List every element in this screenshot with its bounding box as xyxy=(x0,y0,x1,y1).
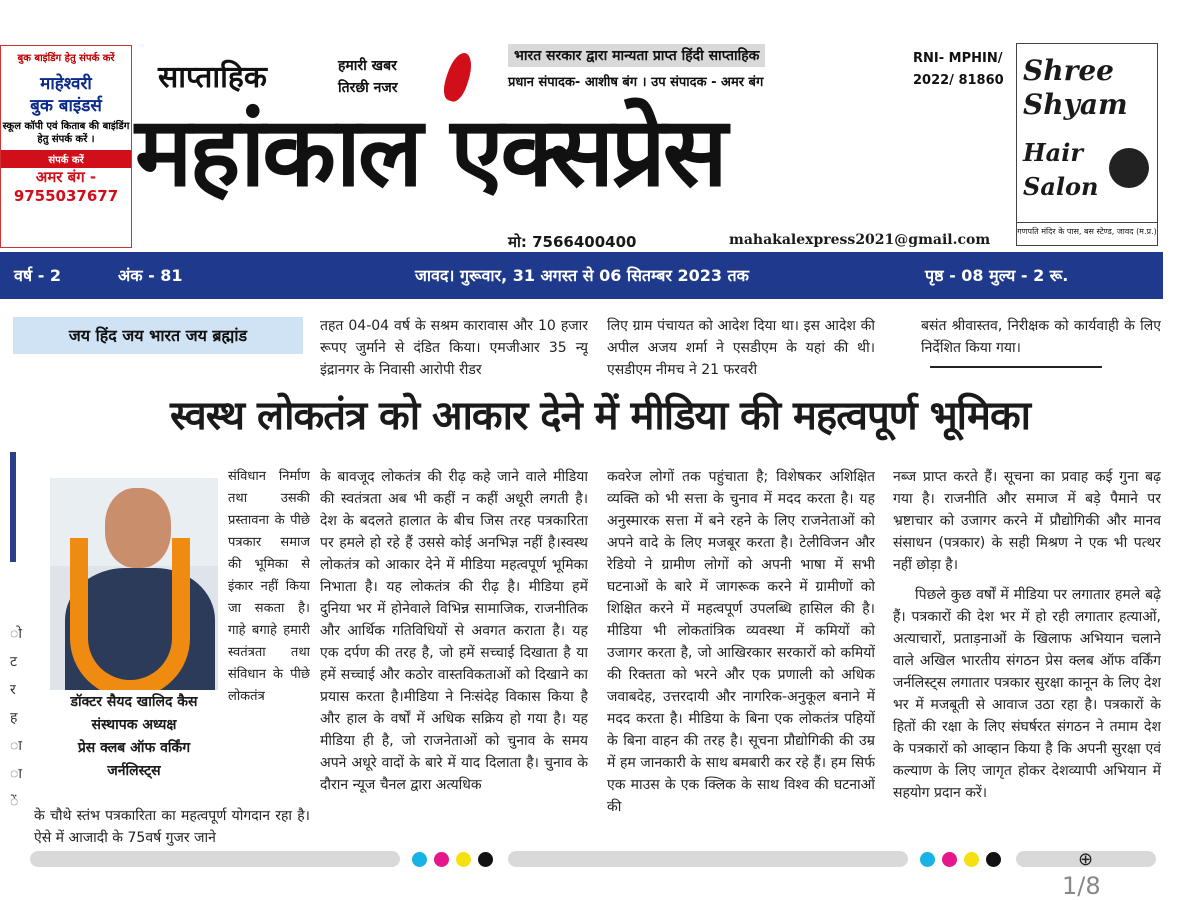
rni-number xyxy=(913,48,1004,92)
year-label: वर्ष - 2 xyxy=(14,266,62,285)
black-dot-2 xyxy=(986,852,1001,867)
crosshair-icon: ⊕ xyxy=(1078,849,1094,870)
page-indicator: 1/8 xyxy=(1062,872,1101,900)
yellow-dot xyxy=(456,852,471,867)
ad-binders-line1: बुक बाइंडिंग हेतु संपर्क करें xyxy=(17,53,115,64)
caption-org2: जर्नलिस्ट्स xyxy=(107,763,161,779)
article-col1-bottom: के चौथे स्तंभ पत्रकारिता का महत्वपूर्ण योगदान रहा है। ऐसे में आजादी के 75वर्ष गुजर जाने xyxy=(34,808,310,846)
prev-article-col3: लिए ग्राम पंचायत को आदेश दिया था। इस आदेश की अपील अजय शर्मा ने एसडीएम के यहां की थी। एसडीएम नीमच ने 21 फरवरी xyxy=(607,318,875,378)
yellow-dot-2 xyxy=(964,852,979,867)
mobile-number: मो: 7566400400 xyxy=(508,233,637,251)
caption-role: संस्थापक अध्यक्ष xyxy=(91,717,177,733)
info-bar xyxy=(0,252,1163,299)
black-dot xyxy=(478,852,493,867)
ad-salon-name1: Shree Shyam xyxy=(1023,54,1128,121)
ad-binders-contact xyxy=(1,150,131,168)
prev-article-col4: बसंत श्रीवास्तव, निरीक्षक को कार्यवाही के लिए निर्देशित किया गया। xyxy=(921,318,1161,356)
article-headline: स्वस्थ लोकतंत्र को आकार देने में मीडिया की महत्वपूर्ण भूमिका xyxy=(169,393,1031,439)
tagline-2: तिरछी नजर xyxy=(338,80,398,96)
strip-segment-2 xyxy=(508,851,908,867)
author-photo xyxy=(50,478,218,690)
caption-org: प्रेस क्लब ऑफ वर्किंग xyxy=(77,740,191,756)
newspaper-title: महांकाल एक्सप्रेस xyxy=(135,96,725,208)
rni-line2: 2022/ 81860 xyxy=(913,73,1004,88)
ad-salon-name2: Hair Salon xyxy=(1023,138,1099,201)
recognition-banner: भारत सरकार द्वारा मान्यता प्राप्त हिंदी साप्ताहिक xyxy=(508,44,765,67)
article-col1-side: संविधान निर्माण तथा उसकी प्रस्तावना के पीछे पत्रकार समाज की भूमिका से इंकार नहीं किया जा सकता है। गाहे बगाहे हमारी स्वतंत्रता तथा संविधान के पीछे लोकतंत्र xyxy=(228,469,310,704)
magenta-dot-2 xyxy=(942,852,957,867)
dateline: जावद। गुरूवार, 31 अगस्त से 06 सितम्बर 2023 तक xyxy=(415,266,749,285)
ad-binders-contact-phone: 9755037677 xyxy=(13,187,119,205)
article-col2: के बावजूद लोकतंत्र की रीढ़ कहे जाने वाले मीडिया की स्वतंत्रता अब भी कहीं न कहीं अधूरी लगती है। देश के बदलते हालात के बीच जिस तरह पत्रकारिता पर हमले हो रहे हैं उससे कोई अनभिज्ञ नहीं है।स्वस्थ लोकतंत्र को आकार देने में मीडिया महत्वपूर्ण भूमिका निभाता है। यह लोकतंत्र की रीढ़ है। मीडिया हमें दुनिया भर में होनेवाले विभिन्न सामाजिक, राजनीतिक और आर्थिक गतिविधियों से अवगत कराता है। यह एक दर्पण की तरह है, जो हमें सच्चाई दिखाता है या हमें सच्चाई और कठोर वास्तविकताओं को दिखाने का प्रयास करता है।मीडिया ने निःसंदेह विकास किया है और हाल के वर्षों में अधिक सक्रिय हो गया है। यह मीडिया ही है, जो राजनेताओं को चुनाव के समय अपने अधूरे वादों के बारे में याद दिलाता है। चुनाव के दौरान न्यूज चैनल द्वारा अत्यधिक xyxy=(320,469,588,793)
prev-article-col2: तहत 04-04 वर्ष के सश्रम कारावास और 10 हजार रूपए जुर्माने से दंडित किया। एमजीआर 35 न्यू इंद्रानगर के निवासी आरोपी रीडर xyxy=(320,318,588,378)
article-col4-p2: पिछले कुछ वर्षों में मीडिया पर लगातार हमले बढ़े हैं। पत्रकारों की देश भर में हो रही लगातार हत्याओं, अत्याचारों, प्रताड़नाओं के खिलाफ अभियान चलाने वाले अखिल भारतीय संगठन प्रेस क्लब ऑफ वर्किंग जर्नलिस्ट्स लगातार पत्रकार सुरक्षा कानून के लिए देश भर में मजबूती से आवाज उठा रहा है। पत्रकारों के हितों की रक्षा के लिए संघर्षरत संगठन ने तमाम देश के पत्रकारों को आव्हान किया है कि अपनी सुरक्षा एवं कल्याण के लिए जागृत होकर देशव्यापी अभियान में सहयोग प्रदान करें। xyxy=(893,587,1161,801)
article-col3: कवरेज लोगों तक पहुंचाता है; विशेषकर अशिक्षित व्यक्ति को भी सत्ता के चुनाव में मदद करता है। यह अनुस्मारक सत्ता में बने रहने के लिए राजनेताओं को अपने वादे के लिए मजबूर करता है। टेलीविजन और रेडियो ने ग्रामीण लोगों को अपनी भाषा में सभी घटनाओं के बारे में जागरूक करने में ग्रामीणों को शिक्षित करने में महत्वपूर्ण उपलब्धि हासिल की है। मीडिया भी लोकतांत्रिक व्यवस्था में कमियों को उजागर करता है, जो आखिरकार सरकारों को कमियों की रिक्तता को भरने और एक प्रणाली को अधिक जवाबदेह, उत्तरदायी और नागरिक-अनुकूल बनाने में मदद करता है। मीडिया के बिना एक लोकतंत्र पहियों के बिना वाहन की तरह है। सूचना प्रौद्योगिकी की उम्र में हम जानकारी के साथ बमबारी कर रहे हैं। हम सिर्फ एक माउस के एक क्लिक के साथ विश्व की घटनाओं की xyxy=(607,469,875,815)
caption-name: डॉक्टर सैयद खालिद कैस xyxy=(70,694,198,710)
ad-salon-emblem xyxy=(1109,148,1149,188)
editors-line: प्रधान संपादक- आशीष बंग । उप संपादक - अमर बंग xyxy=(508,75,764,90)
edge-letters: ो ट र ह ा ा ें xyxy=(10,626,22,810)
weekly-label: साप्ताहिक xyxy=(158,60,267,95)
magenta-dot xyxy=(434,852,449,867)
article-col4-p1: नब्ज प्राप्त करते हैं। सूचना का प्रवाह कई गुना बढ़ गया है। राजनीति और समाज में बड़े पैमाने पर भ्रष्टाचार को उजागर करने में प्रौद्योगिकी और मानव संसाधन (पत्रकार) के सही मिश्रण ने एक भी पत्थर नहीं छोड़ा है। xyxy=(893,469,1161,573)
rni-line1: RNI- MPHIN/ xyxy=(913,51,1003,66)
photo-caption xyxy=(44,691,224,783)
issue-label: अंक - 81 xyxy=(118,266,183,285)
strip-segment-1 xyxy=(30,851,400,867)
ad-salon-address: गणपति मंदिर के पास, बस स्टेण्ड, जावद (म.प्र.) xyxy=(1017,222,1157,237)
ad-binders-contact-name: अमर बंग - xyxy=(35,168,97,186)
left-edge-strip xyxy=(10,452,16,562)
cyan-dot xyxy=(412,852,427,867)
slogan-box: जय हिंद जय भारत जय ब्रह्मांड xyxy=(13,317,303,354)
email-address: mahakalexpress2021@gmail.com xyxy=(729,232,991,248)
ad-binders-contact-block xyxy=(1,168,131,206)
ad-binders-desc: स्कूल कॉपी एवं किताब की बाइंडिंग हेतु संपर्क करें । xyxy=(2,121,130,145)
tagline-1: हमारी खबर xyxy=(338,58,397,74)
page-price: पृष्ठ - 08 मुल्य - 2 रू. xyxy=(925,266,1069,285)
ad-binders-name1: माहेश्वरी xyxy=(40,74,92,94)
ad-binders-name2: बुक बाइंडर्स xyxy=(30,96,102,116)
registration-strip xyxy=(30,849,1160,870)
cyan-dot-2 xyxy=(920,852,935,867)
photo-garland xyxy=(70,538,190,690)
ad-salon xyxy=(1016,43,1158,246)
ad-binders-contact-label: संपर्क करें xyxy=(48,155,84,166)
divider-rule xyxy=(930,366,1102,368)
ad-binders xyxy=(0,45,132,248)
